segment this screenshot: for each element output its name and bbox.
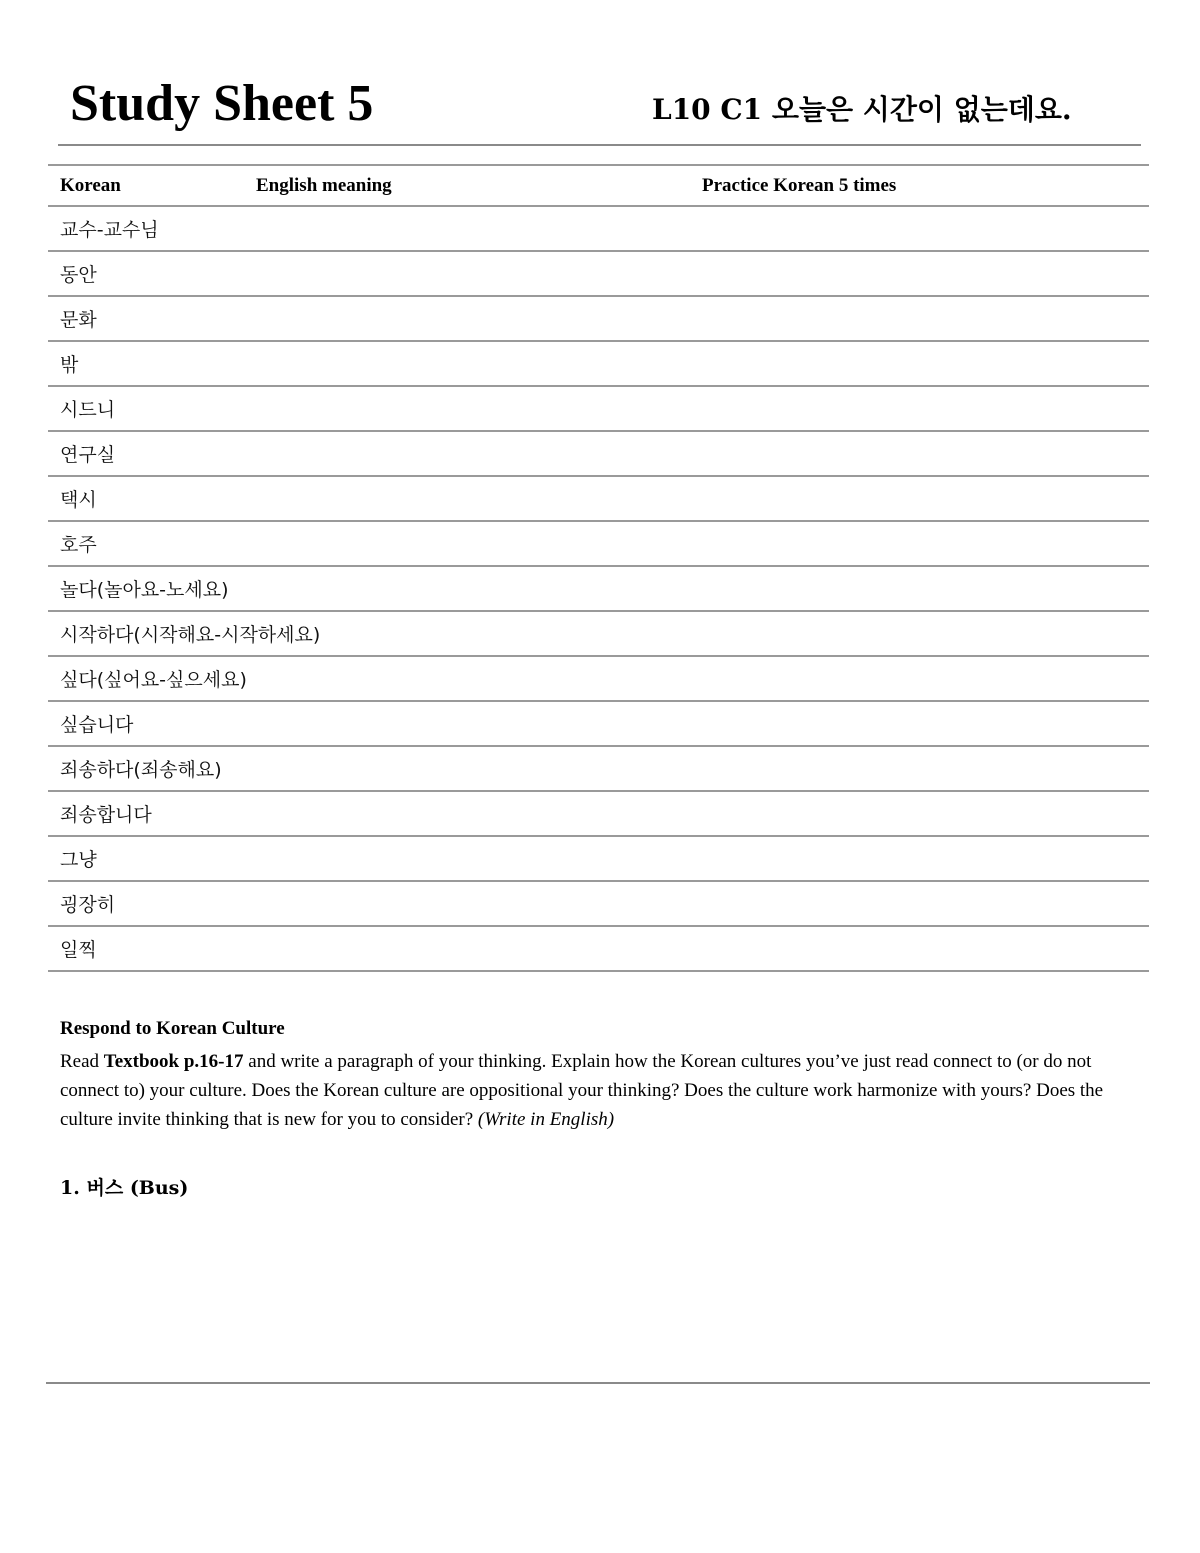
page-title: Study Sheet 5 (70, 75, 374, 132)
column-header-practice: Practice Korean 5 times (702, 174, 897, 196)
english-meaning-cell (244, 566, 690, 611)
lesson-subtitle: L10 C1 오늘은 시간이 없는데요. (652, 93, 1072, 126)
korean-word: 교수-교수님 (60, 219, 159, 241)
korean-word: 굉장히 (60, 894, 116, 916)
practice-cell (690, 521, 1149, 566)
english-meaning-cell (244, 476, 690, 521)
english-meaning-cell (244, 341, 690, 386)
korean-word: 시드니 (60, 399, 116, 421)
table-row (48, 926, 1149, 971)
korean-word: 연구실 (60, 444, 116, 466)
practice-cell (690, 431, 1149, 476)
table-row (48, 701, 1149, 746)
korean-word: 일찍 (60, 939, 97, 961)
english-meaning-cell (244, 251, 690, 296)
table-row (48, 791, 1149, 836)
english-meaning-cell (244, 521, 690, 566)
english-meaning-cell (244, 881, 690, 926)
table-row (48, 341, 1149, 386)
practice-cell (690, 296, 1149, 341)
table-row (48, 386, 1149, 431)
vocabulary-table (48, 164, 1149, 972)
english-meaning-cell (244, 386, 690, 431)
english-meaning-cell (244, 746, 690, 791)
prompt-english: (Bus) (129, 1177, 189, 1199)
instructions-body: and write a paragraph of your thinking. Explain how the Korean cultures you’ve just read connect to (or do not connect to) your culture. Does the Korean culture are oppositional your thinking? Does the culture work harmonize with yours? Does the culture invite thinking that is new for you to consider? (60, 1051, 1104, 1130)
english-meaning-cell (244, 206, 690, 251)
korean-word: 호주 (60, 534, 97, 556)
table-row (48, 251, 1149, 296)
culture-instructions (60, 1047, 1140, 1134)
table-row (48, 476, 1149, 521)
table-row (48, 566, 1149, 611)
korean-word: 밖 (60, 354, 79, 376)
english-meaning-cell (244, 926, 690, 971)
practice-cell (690, 881, 1149, 926)
header-divider (58, 144, 1141, 146)
korean-word: 죄송합니다 (60, 804, 152, 826)
textbook-reference: Textbook p.16-17 (103, 1051, 244, 1072)
table-row (48, 431, 1149, 476)
table-row (48, 746, 1149, 791)
table-row (48, 521, 1149, 566)
practice-cell (690, 611, 1149, 656)
table-row (48, 206, 1149, 251)
language-note: (Write in English) (477, 1109, 615, 1130)
table-header-row (48, 165, 1149, 206)
practice-cell (690, 206, 1149, 251)
read-prefix: Read (60, 1051, 104, 1072)
korean-word: 놀다(놀아요-노세요) (60, 579, 229, 601)
english-meaning-cell (244, 431, 690, 476)
bottom-divider (46, 1382, 1150, 1384)
table-row (48, 881, 1149, 926)
culture-heading: Respond to Korean Culture (60, 1018, 285, 1039)
culture-prompt (60, 1174, 188, 1202)
prompt-number: 1. (60, 1177, 80, 1199)
practice-cell (690, 791, 1149, 836)
prompt-korean: 버스 (86, 1177, 124, 1199)
practice-cell (690, 746, 1149, 791)
practice-cell (690, 926, 1149, 971)
korean-word: 죄송하다(죄송해요) (60, 759, 222, 781)
korean-word: 싶습니다 (60, 714, 134, 736)
korean-word: 택시 (60, 489, 97, 511)
korean-word: 문화 (60, 309, 97, 331)
culture-section (60, 1014, 1140, 1134)
english-meaning-cell (244, 836, 690, 881)
table-row (48, 611, 1149, 656)
english-meaning-cell (244, 296, 690, 341)
practice-cell (690, 701, 1149, 746)
korean-word: 동안 (60, 264, 97, 286)
column-header-korean: Korean (60, 174, 121, 196)
english-meaning-cell (244, 791, 690, 836)
korean-word: 싶다(싶어요-싶으세요) (60, 669, 247, 691)
column-header-english-meaning: English meaning (256, 174, 392, 196)
practice-cell (690, 566, 1149, 611)
practice-cell (690, 476, 1149, 521)
korean-word: 시작하다(시작해요-시작하세요) (60, 624, 321, 646)
practice-cell (690, 251, 1149, 296)
practice-cell (690, 341, 1149, 386)
table-row (48, 656, 1149, 701)
practice-cell (690, 386, 1149, 431)
table-row (48, 296, 1149, 341)
practice-cell (690, 836, 1149, 881)
english-meaning-cell (244, 656, 690, 701)
korean-word: 그냥 (60, 849, 97, 871)
english-meaning-cell (244, 701, 690, 746)
table-row (48, 836, 1149, 881)
practice-cell (690, 656, 1149, 701)
